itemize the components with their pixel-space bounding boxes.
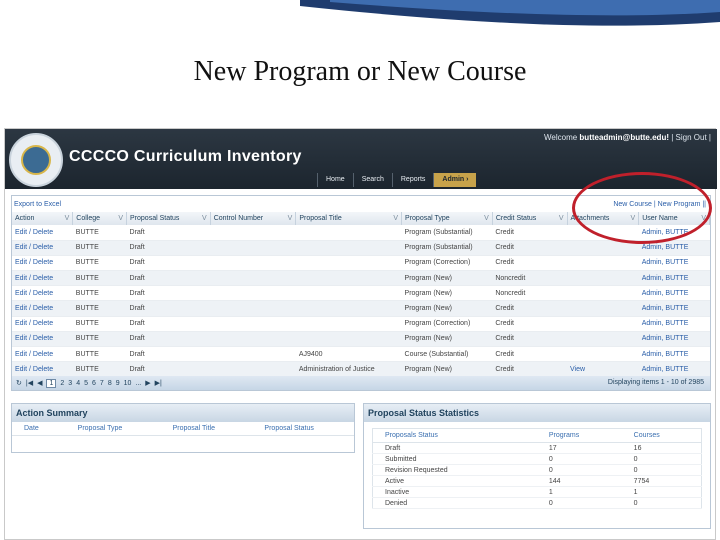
column-header-label: Attachments [570,215,610,222]
table-cell: Draft [127,271,211,286]
college-seal-icon [9,133,63,187]
table-cell: Denied [373,498,537,509]
table-cell: BUTTE [73,362,127,377]
column-header[interactable] [73,212,127,225]
table-row [12,301,710,316]
column-header[interactable] [492,212,567,225]
page-link[interactable]: 2 [60,380,65,387]
edit-delete-link[interactable]: Edit / Delete [12,301,73,316]
app-screenshot [4,128,716,540]
table-cell [210,316,296,331]
table-cell [296,286,402,301]
status-stats-table [372,428,702,509]
table-cell [296,255,402,270]
page-link[interactable]: 1 [46,379,56,388]
next-page-icon[interactable]: ▶ [145,380,151,387]
filter-icon[interactable]: V [287,215,293,222]
user-name-link[interactable]: Admin, BUTTE [639,255,710,270]
link-separator: | [653,201,656,208]
column-header[interactable]: Proposal Status [252,422,354,436]
column-header-label: Proposal Status [130,215,180,222]
refresh-icon[interactable]: ↻ [16,380,22,387]
new-course-link[interactable]: New Course [613,201,652,208]
table-cell [567,225,639,240]
user-name-link[interactable]: Admin, BUTTE [639,271,710,286]
column-header: Proposals Status [373,429,537,443]
table-cell [210,331,296,346]
table-cell: Credit [492,301,567,316]
column-header: Programs [537,429,622,443]
filter-icon[interactable]: V [64,215,70,222]
table-cell [567,255,639,270]
nav-home[interactable]: Home [317,173,353,187]
status-stats-title: Proposal Status Statistics [364,404,710,422]
table-cell: Program (Substantial) [402,240,493,255]
table-cell: Revision Requested [373,465,537,476]
table-cell: 1 [622,487,702,498]
table-row [373,487,702,498]
table-cell [567,271,639,286]
table-row [12,286,710,301]
table-cell: 16 [622,443,702,454]
action-summary-panel [11,403,355,453]
table-row [12,255,710,270]
column-header[interactable] [210,212,296,225]
nav-reports[interactable]: Reports [392,173,434,187]
table-cell [567,316,639,331]
action-summary-table [12,422,354,436]
user-name-link[interactable]: Admin, BUTTE [639,347,710,362]
table-cell: Draft [127,286,211,301]
table-cell: 1 [537,487,622,498]
table-cell: BUTTE [73,301,127,316]
user-name-link[interactable]: Admin, BUTTE [639,240,710,255]
user-name-link[interactable]: Admin, BUTTE [639,286,710,301]
user-name-link[interactable]: Admin, BUTTE [639,331,710,346]
column-header-label: Action [15,215,35,222]
column-header[interactable]: Date [12,422,66,436]
table-cell: Draft [127,301,211,316]
column-header-label: College [76,215,101,222]
column-header[interactable]: Proposal Type [66,422,161,436]
column-header[interactable] [296,212,402,225]
table-cell: 0 [622,465,702,476]
grid-pager [12,376,710,390]
create-links [613,201,706,208]
filter-icon[interactable]: V [701,215,706,222]
first-page-icon[interactable]: |◀ [25,380,34,387]
table-cell: 0 [622,454,702,465]
app-title: CCCCO Curriculum Inventory [69,148,302,165]
user-name-link[interactable]: Admin, BUTTE [639,316,710,331]
table-cell: BUTTE [73,225,127,240]
proposals-table [12,212,710,377]
table-cell: 0 [537,498,622,509]
column-header[interactable] [127,212,211,225]
table-cell: Program (New) [402,362,493,377]
table-row [373,465,702,476]
table-cell: Draft [127,255,211,270]
edit-delete-link[interactable]: Edit / Delete [12,225,73,240]
welcome-label: Welcome [543,133,578,142]
filter-icon[interactable]: V [630,215,636,222]
table-cell: Submitted [373,454,537,465]
column-header: Courses [622,429,702,443]
table-cell [210,225,296,240]
table-cell [296,301,402,316]
table-row [12,271,710,286]
edit-delete-link[interactable]: Edit / Delete [12,347,73,362]
page-link[interactable]: ... [135,380,142,387]
column-header-label: Proposal Type [405,215,450,222]
table-row [12,331,710,346]
page-link[interactable]: 5 [84,380,88,387]
table-cell [296,271,402,286]
table-cell [296,331,402,346]
export-excel-link[interactable]: Export to Excel [14,201,62,208]
table-cell: BUTTE [73,271,127,286]
main-nav [317,173,476,187]
table-cell: BUTTE [73,255,127,270]
table-cell: Active [373,476,537,487]
table-cell [567,347,639,362]
edit-delete-link[interactable]: Edit / Delete [12,286,73,301]
table-cell: 144 [537,476,622,487]
filter-icon[interactable]: V [558,215,564,222]
link-separator-end: || [702,201,706,208]
table-row [12,316,710,331]
table-cell [567,286,639,301]
page-link[interactable]: 10 [123,380,132,387]
column-header-label: User Name [642,215,678,222]
table-cell: Credit [492,316,567,331]
edit-delete-link[interactable]: Edit / Delete [12,255,73,270]
table-cell: Program (Correction) [402,255,493,270]
welcome-bar [544,133,711,142]
filter-icon[interactable]: V [484,215,489,222]
table-cell [210,362,296,377]
pager-display: Displaying items 1 - 10 of 2985 [607,379,704,386]
app-banner [5,129,717,189]
table-cell: Credit [492,225,567,240]
edit-delete-link[interactable]: Edit / Delete [12,331,73,346]
action-summary-title: Action Summary [12,404,354,422]
table-cell: Credit [492,255,567,270]
table-cell: BUTTE [73,347,127,362]
table-cell: 7754 [622,476,702,487]
table-cell [210,347,296,362]
table-cell: 0 [537,454,622,465]
table-row [373,443,702,454]
table-row [373,454,702,465]
welcome-trailing-separator: | [708,133,711,142]
nav-admin[interactable]: Admin › [433,173,476,187]
new-program-link[interactable]: New Program [657,201,701,208]
table-cell: Noncredit [492,271,567,286]
table-cell: BUTTE [73,240,127,255]
edit-delete-link[interactable]: Edit / Delete [12,240,73,255]
column-header[interactable]: Proposal Title [161,422,253,436]
user-name-link[interactable]: Admin, BUTTE [639,301,710,316]
edit-delete-link[interactable]: Edit / Delete [12,362,73,377]
user-name-link[interactable]: Admin, BUTTE [639,362,710,377]
table-cell: AJ9400 [296,347,402,362]
table-cell: BUTTE [73,316,127,331]
last-page-icon[interactable]: ▶| [154,380,162,387]
table-cell: BUTTE [73,331,127,346]
column-header-label: Proposal Title [299,215,342,222]
table-cell: Administration of Justice [296,362,402,377]
table-cell: Program (New) [402,331,493,346]
user-name-link[interactable]: Admin, BUTTE [639,225,710,240]
page-link[interactable]: 3 [68,380,73,387]
table-cell: Draft [127,362,211,377]
page-link[interactable]: 6 [92,380,96,387]
sign-out-link[interactable]: Sign Out [675,133,707,142]
table-cell: Draft [127,240,211,255]
page-link[interactable]: 8 [107,380,112,387]
table-cell [567,331,639,346]
proposals-grid [11,195,711,391]
column-header[interactable] [639,212,710,225]
slide-title: New Program or New Course [193,56,527,87]
page-link[interactable]: 9 [115,380,120,387]
table-row [373,476,702,487]
table-cell [567,240,639,255]
table-cell[interactable]: View [567,362,639,377]
table-cell: Program (New) [402,301,493,316]
table-cell: Course (Substantial) [402,347,493,362]
table-row [12,240,710,255]
table-cell: Credit [492,362,567,377]
column-header-label: Control Number [213,215,264,222]
table-cell: Draft [127,331,211,346]
table-cell [296,240,402,255]
column-header[interactable] [402,212,493,225]
table-cell [210,301,296,316]
table-cell [210,240,296,255]
table-cell: Draft [127,347,211,362]
grid-toolbar [12,196,710,212]
user-email: butteadmin@butte.edu! [579,133,669,142]
column-header[interactable] [12,212,73,225]
filter-icon[interactable]: V [393,215,399,222]
table-cell: Program (New) [402,271,493,286]
prev-page-icon[interactable]: ◀ [37,380,43,387]
table-cell: BUTTE [73,286,127,301]
table-cell: Program (Substantial) [402,225,493,240]
table-row [12,347,710,362]
table-cell: Draft [127,316,211,331]
status-stats-panel [363,403,711,529]
table-row [12,225,710,240]
table-row [12,362,710,377]
table-cell [296,316,402,331]
page-link[interactable]: 7 [99,380,104,387]
welcome-separator: | [671,133,674,142]
table-cell: 0 [622,498,702,509]
nav-search[interactable]: Search [353,173,392,187]
table-cell [296,225,402,240]
column-header-label: Credit Status [495,215,537,222]
edit-delete-link[interactable]: Edit / Delete [12,316,73,331]
table-cell: Credit [492,240,567,255]
table-row [373,498,702,509]
table-cell: Draft [127,225,211,240]
header-swoosh [0,0,720,40]
table-cell [210,286,296,301]
filter-icon[interactable]: V [202,215,207,222]
table-cell: 0 [537,465,622,476]
table-cell: Program (Correction) [402,316,493,331]
table-cell: Inactive [373,487,537,498]
table-cell [567,301,639,316]
table-cell [210,271,296,286]
table-cell: Draft [373,443,537,454]
edit-delete-link[interactable]: Edit / Delete [12,271,73,286]
table-cell [210,255,296,270]
table-cell: Credit [492,331,567,346]
table-cell: 17 [537,443,622,454]
table-cell: Noncredit [492,286,567,301]
column-header[interactable] [567,212,639,225]
table-cell: Program (New) [402,286,493,301]
filter-icon[interactable]: V [118,215,124,222]
page-link[interactable]: 4 [76,380,81,387]
table-cell: Credit [492,347,567,362]
